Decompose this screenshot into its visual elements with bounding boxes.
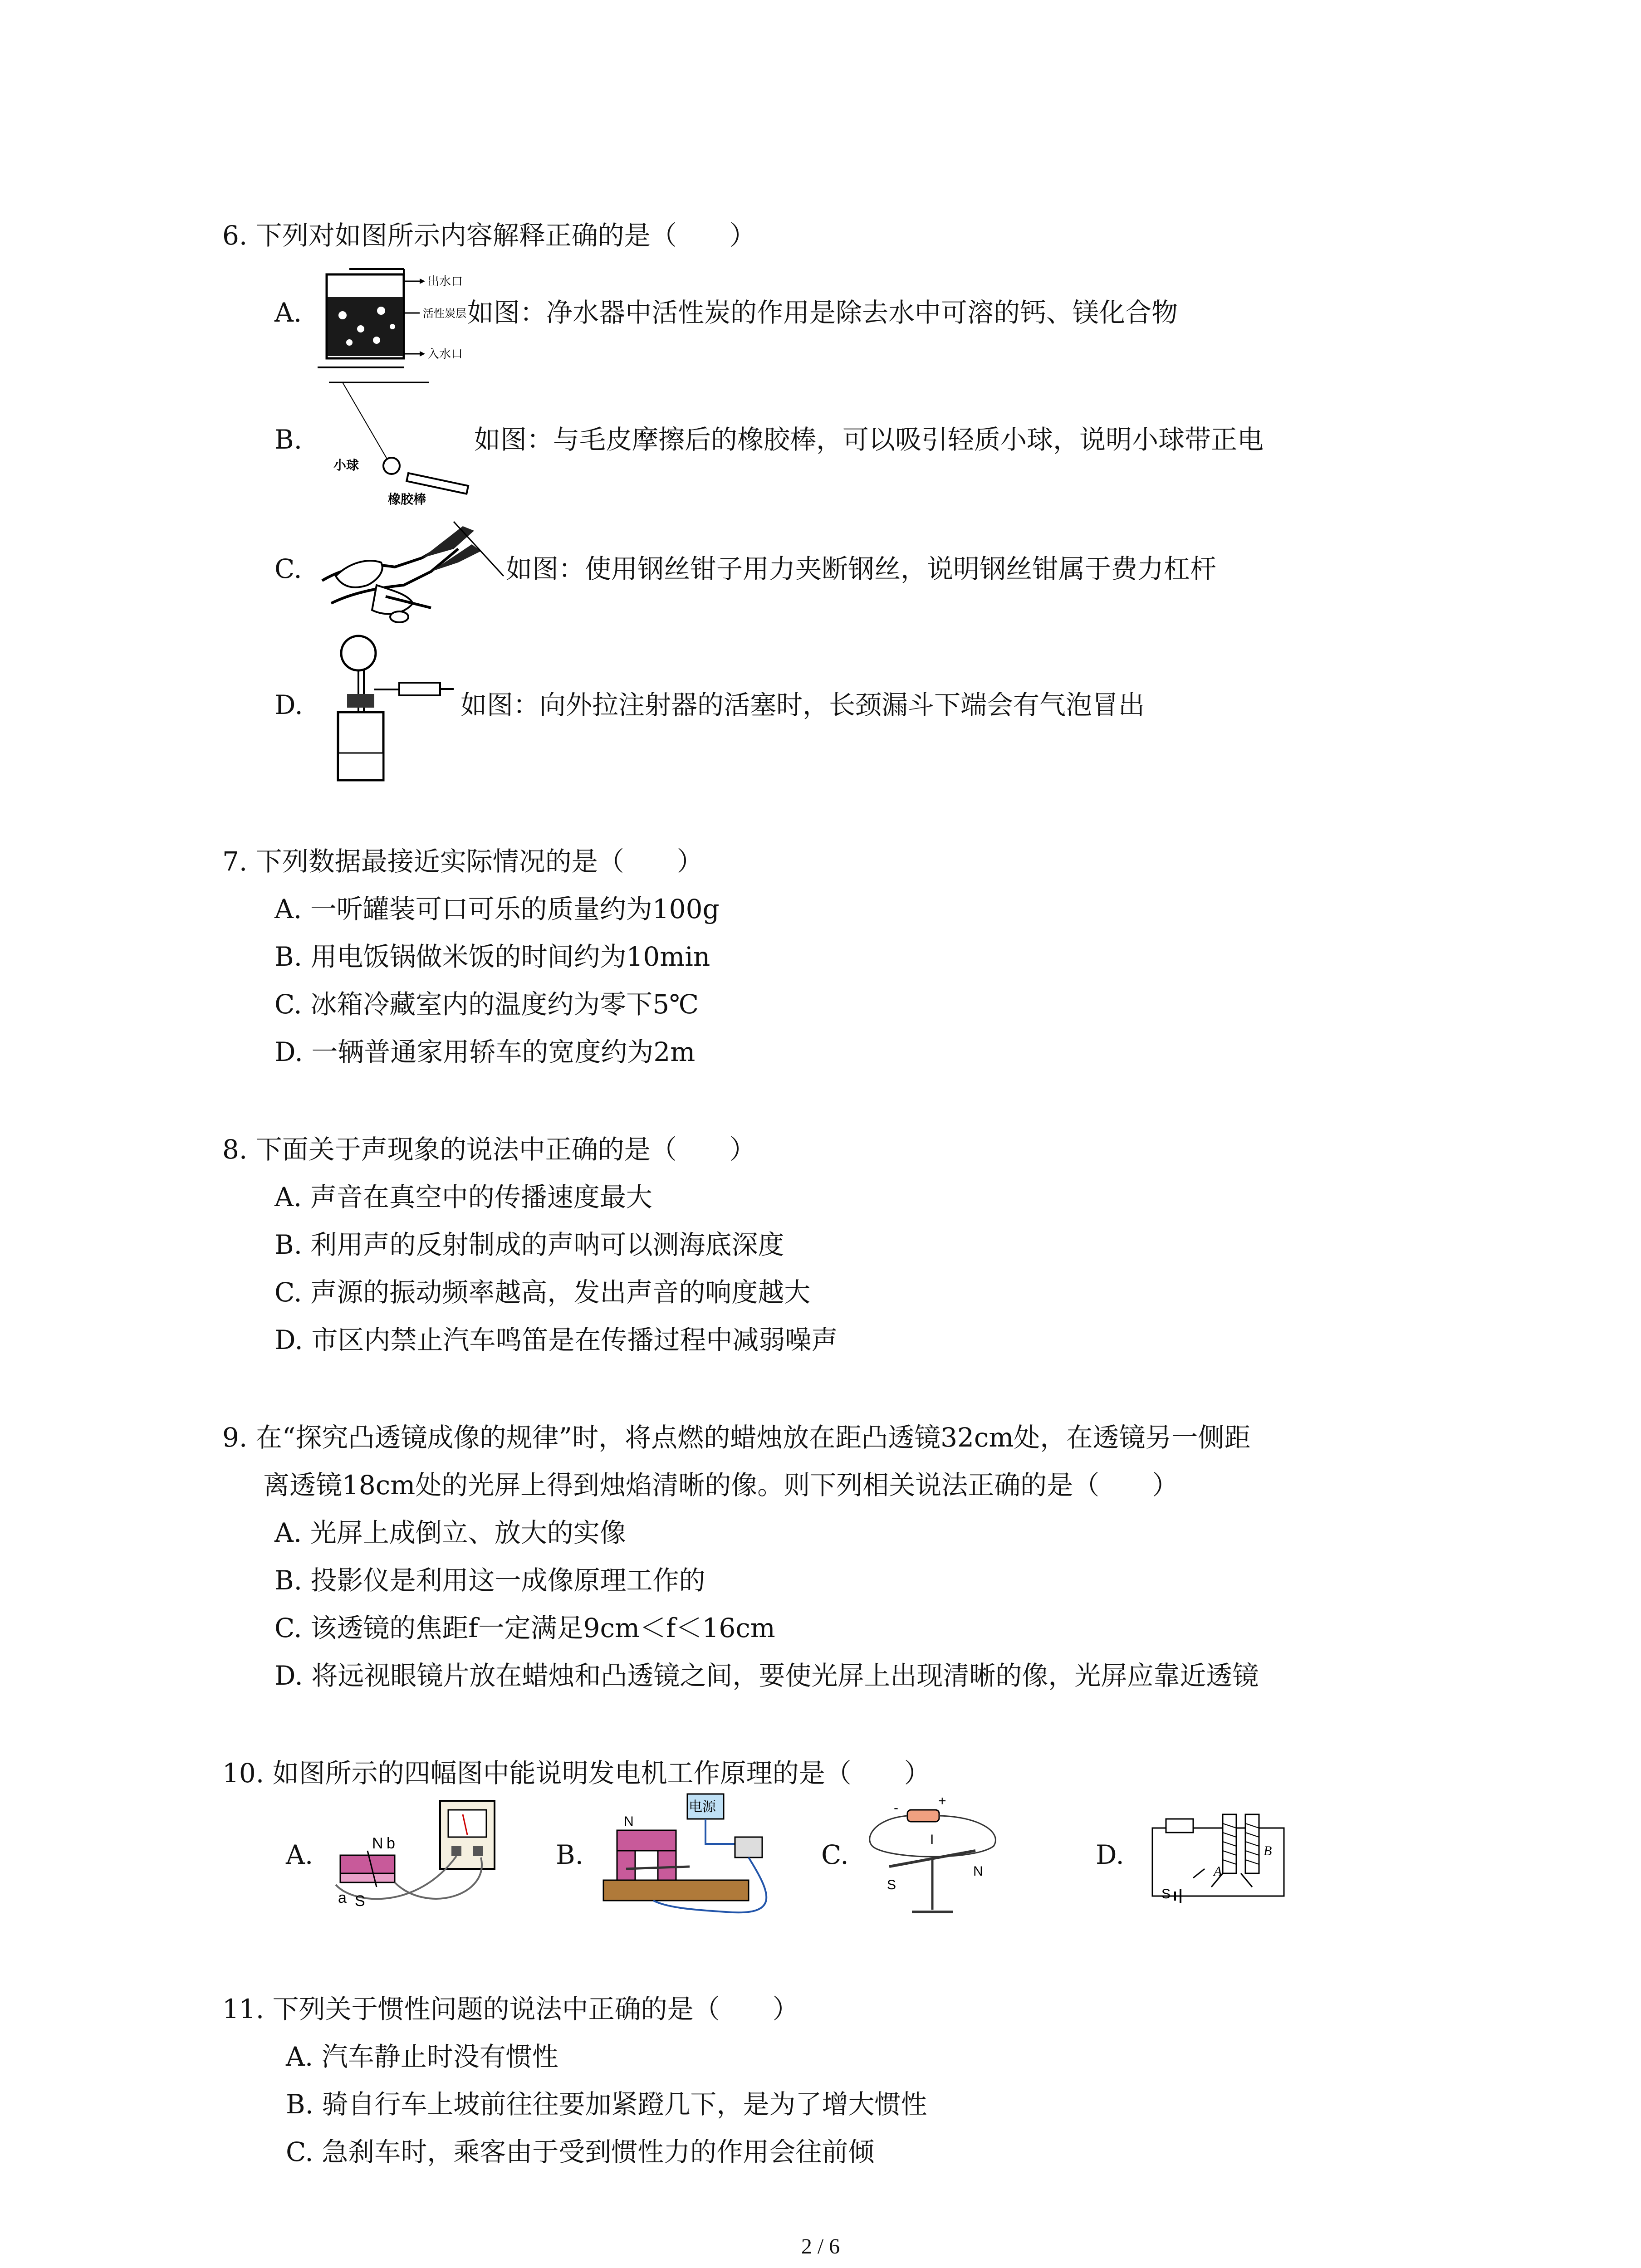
q10-option-a-letter: A. [286,1839,314,1870]
q9-option-a [274,1517,626,1549]
q6-option-a-letter: A. [274,297,302,328]
q11-option-a-letter: A. [286,2041,314,2072]
q7-option-c [274,989,699,1021]
q11-option-a [286,2041,558,2073]
q7-option-d-letter: D. [274,1036,303,1067]
q8-option-a-text: 声音在真空中的传播速度最大 [310,1182,652,1212]
q10-option-c-letter: C. [821,1839,849,1870]
wire-b-label: b [387,1835,395,1852]
q8-option-d-letter: D. [274,1325,303,1355]
rubber-rod-label: 橡胶棒 [388,492,426,507]
q9-stem-line2: 离透镜18cm处的光屏上得到烛焰清晰的像。则下列相关说法正确的是（ ） [263,1470,1179,1501]
coil-a-label: A [1214,1864,1222,1879]
q7-stem: 7. 下列数据最接近实际情况的是（ ） [222,846,703,877]
power-supply-label: 电源 [689,1799,716,1815]
q9-option-a-text: 光屏上成倒立、放大的实像 [310,1517,626,1548]
galvanometer-figure [327,1796,508,1919]
ball-label: 小球 [333,458,359,473]
q8-option-b-letter: B. [274,1229,303,1260]
q8-option-c-text: 声源的振动频率越高，发出声音的响度越大 [310,1277,811,1308]
south-pole-label: S [887,1877,896,1892]
q9-option-b [274,1565,705,1597]
battery-negative-label: - [894,1800,898,1815]
q8-option-b-text: 利用声的反射制成的声呐可以测海底深度 [310,1229,784,1260]
q9-option-c-letter: C. [274,1613,302,1643]
q8-option-b [274,1229,784,1261]
q9-option-d [274,1660,1259,1692]
q8-option-a-letter: A. [274,1182,302,1212]
q11-option-a-text: 汽车静止时没有惯性 [321,2041,558,2072]
q10-option-b-letter: B. [556,1839,584,1870]
outlet-label: 出水口 [427,275,463,288]
q8-option-c [274,1277,810,1309]
q8-option-c-letter: C. [274,1277,302,1308]
q8-option-d [274,1325,838,1356]
q7-option-b-letter: B. [274,941,303,972]
q7-option-d [274,1036,695,1068]
q11-option-c-letter: C. [286,2136,314,2167]
north-pole-label: N [372,1835,383,1852]
switch-s-label: S [1161,1887,1171,1901]
syringe-flask-figure [322,633,458,787]
electromagnet-figure [1143,1801,1293,1914]
coil-b-label: B [1264,1843,1272,1858]
wire-a-label: a [338,1889,347,1906]
north-pole-label: N [624,1814,634,1829]
q6-option-c-text: 如图：使用钢丝钳子用力夹断钢丝，说明钢丝钳属于费力杠杆 [506,553,1217,584]
page-number: 2 / 6 [801,2234,840,2258]
q11-option-b-letter: B. [286,2089,314,2120]
wire-pliers-figure [318,513,508,626]
q6-stem: 6. 下列对如图所示内容解释正确的是（ ） [222,220,756,251]
q7-option-c-letter: C. [274,989,302,1020]
q7-option-a-text: 一听罐装可口可乐的质量约为100g [310,894,720,924]
q7-option-a-letter: A. [274,894,302,924]
q9-option-c [274,1613,775,1644]
inlet-label: 入水口 [427,347,463,361]
q6-option-a-text: 如图：净水器中活性炭的作用是除去水中可溶的钙、镁化合物 [467,297,1178,328]
q9-option-d-text: 将远视眼镜片放在蜡烛和凸透镜之间，要使光屏上出现清晰的像，光屏应靠近透镜 [311,1660,1259,1691]
q9-option-d-letter: D. [274,1660,303,1691]
carbon-layer-label: 活性炭层 [423,307,466,320]
q11-option-c-text: 急刹车时，乘客由于受到惯性力的作用会往前倾 [322,2136,875,2167]
q10-stem: 10. 如图所示的四幅图中能说明发电机工作原理的是（ ） [222,1758,931,1789]
oersted-figure [862,1792,1007,1923]
q11-option-c [286,2136,874,2168]
q9-option-b-text: 投影仪是利用这一成像原理工作的 [310,1565,705,1596]
q8-option-d-text: 市区内禁止汽车鸣笛是在传播过程中减弱噪声 [311,1325,838,1355]
q8-option-a [274,1182,652,1213]
charged-ball-figure [324,379,474,510]
q6-option-c-letter: C. [274,553,302,584]
north-pole-label: N [973,1864,983,1879]
current-label: I [930,1832,934,1847]
south-pole-label: S [355,1892,365,1910]
q11-option-b [286,2089,927,2121]
q6-option-b-letter: B. [274,424,303,455]
q6-option-d-letter: D. [274,689,303,720]
q7-option-b [274,941,710,973]
q7-option-b-text: 用电饭锅做米饭的时间约为10min [310,941,710,972]
motor-figure [599,1789,789,1921]
q10-option-d-letter: D. [1096,1839,1124,1870]
q11-option-b-text: 骑自行车上坡前往往要加紧蹬几下，是为了增大惯性 [322,2089,927,2120]
q7-option-c-text: 冰箱冷藏室内的温度约为零下5℃ [310,989,699,1020]
q8-stem: 8. 下面关于声现象的说法中正确的是（ ） [222,1134,756,1165]
q6-option-d-text: 如图：向外拉注射器的活塞时，长颈漏斗下端会有气泡冒出 [460,689,1145,720]
battery-positive-label: + [938,1794,946,1809]
q9-option-a-letter: A. [274,1517,302,1548]
q9-stem-line1: 9. 在“探究凸透镜成像的规律”时，将点燃的蜡烛放在距凸透镜32cm处，在透镜另一侧距 [222,1422,1251,1453]
q9-option-c-text: 该透镜的焦距f一定满足9cm＜f＜16cm [310,1613,775,1643]
q9-option-b-letter: B. [274,1565,303,1596]
q6-option-b-text: 如图：与毛皮摩擦后的橡胶棒，可以吸引轻质小球，说明小球带正电 [474,424,1264,455]
q7-option-d-text: 一辆普通家用轿车的宽度约为2m [311,1036,696,1067]
q11-stem: 11. 下列关于惯性问题的说法中正确的是（ ） [222,1994,799,2024]
q7-option-a [274,894,720,925]
water-purifier-figure [318,265,467,379]
